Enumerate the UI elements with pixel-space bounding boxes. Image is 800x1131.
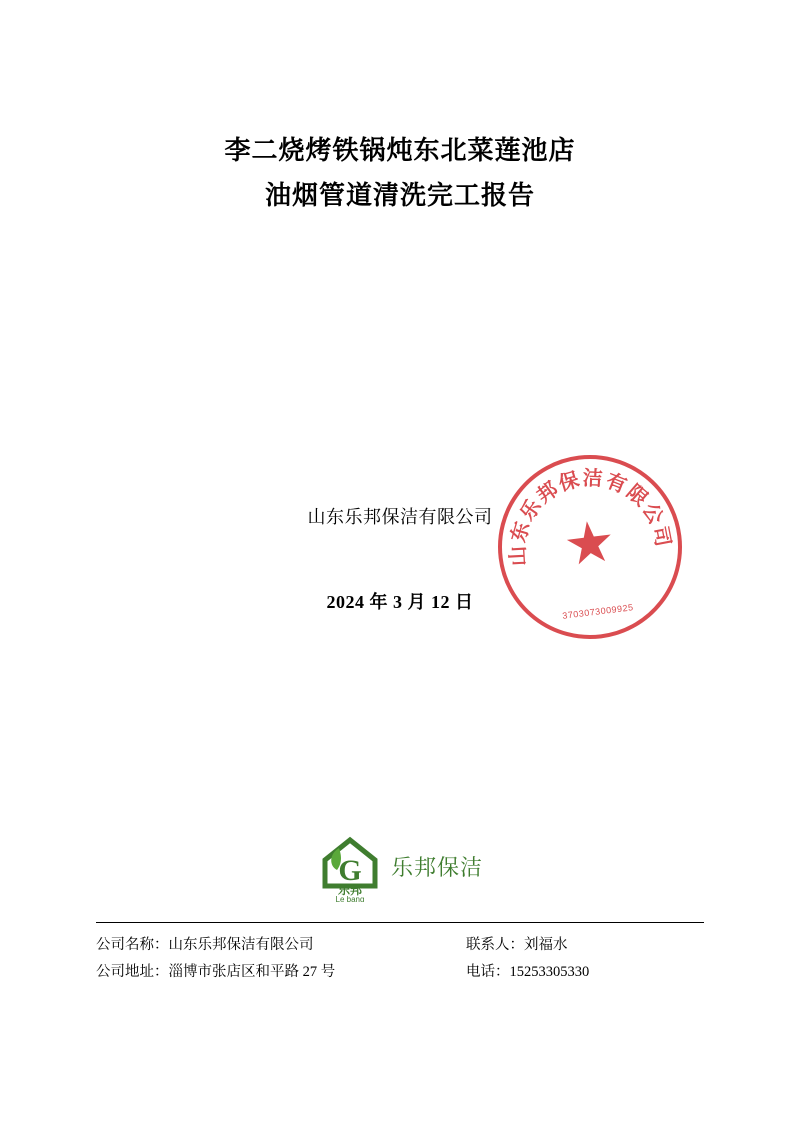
seal-arc-text: [492, 449, 688, 645]
footer-company-name: [96, 932, 466, 959]
svg-text:G: G: [338, 854, 362, 887]
logo-house-icon: [317, 830, 383, 902]
footer-row-2: [96, 959, 704, 986]
footer-phone: [466, 959, 704, 986]
footer-phone-label: 电话：: [466, 964, 510, 980]
footer-address-label: 公司地址：: [96, 964, 169, 980]
company-seal-stamp: [487, 444, 692, 649]
logo-brand-text: 乐邦保洁: [390, 854, 483, 880]
footer-company-address: [96, 959, 466, 986]
footer-address-value: 淄博市张店区和平路 27 号: [168, 964, 336, 980]
seal-inner-ring: [492, 449, 688, 645]
title-line-2: 油烟管道清洗完工报告: [264, 181, 535, 210]
footer-company-name-label: 公司名称：: [96, 937, 169, 953]
footer-contact-label: 联系人：: [466, 937, 524, 953]
signature-date: 2024 年 3 月 12 日: [326, 592, 474, 612]
footer-contact-block: [96, 932, 704, 986]
company-logo: [0, 830, 800, 902]
svg-text:Le bang: Le bang: [335, 895, 365, 902]
title-line-1: 李二烧烤铁锅炖东北菜莲池店: [224, 136, 576, 165]
footer-divider: [96, 922, 704, 923]
footer-row-1: [96, 932, 704, 959]
seal-code: 3703073009925: [561, 602, 635, 621]
footer-contact-person: [466, 932, 704, 959]
footer-contact-value: 刘福水: [524, 937, 568, 953]
page-title: [0, 128, 800, 218]
footer-phone-value: 15253305330: [509, 964, 590, 980]
seal-arc-label: 山东乐邦保洁有限公司: [507, 467, 675, 567]
footer-company-name-value: 山东乐邦保洁有限公司: [168, 937, 314, 953]
svg-text:乐邦: 乐邦: [337, 883, 362, 897]
signature-company: 山东乐邦保洁有限公司: [307, 507, 493, 527]
